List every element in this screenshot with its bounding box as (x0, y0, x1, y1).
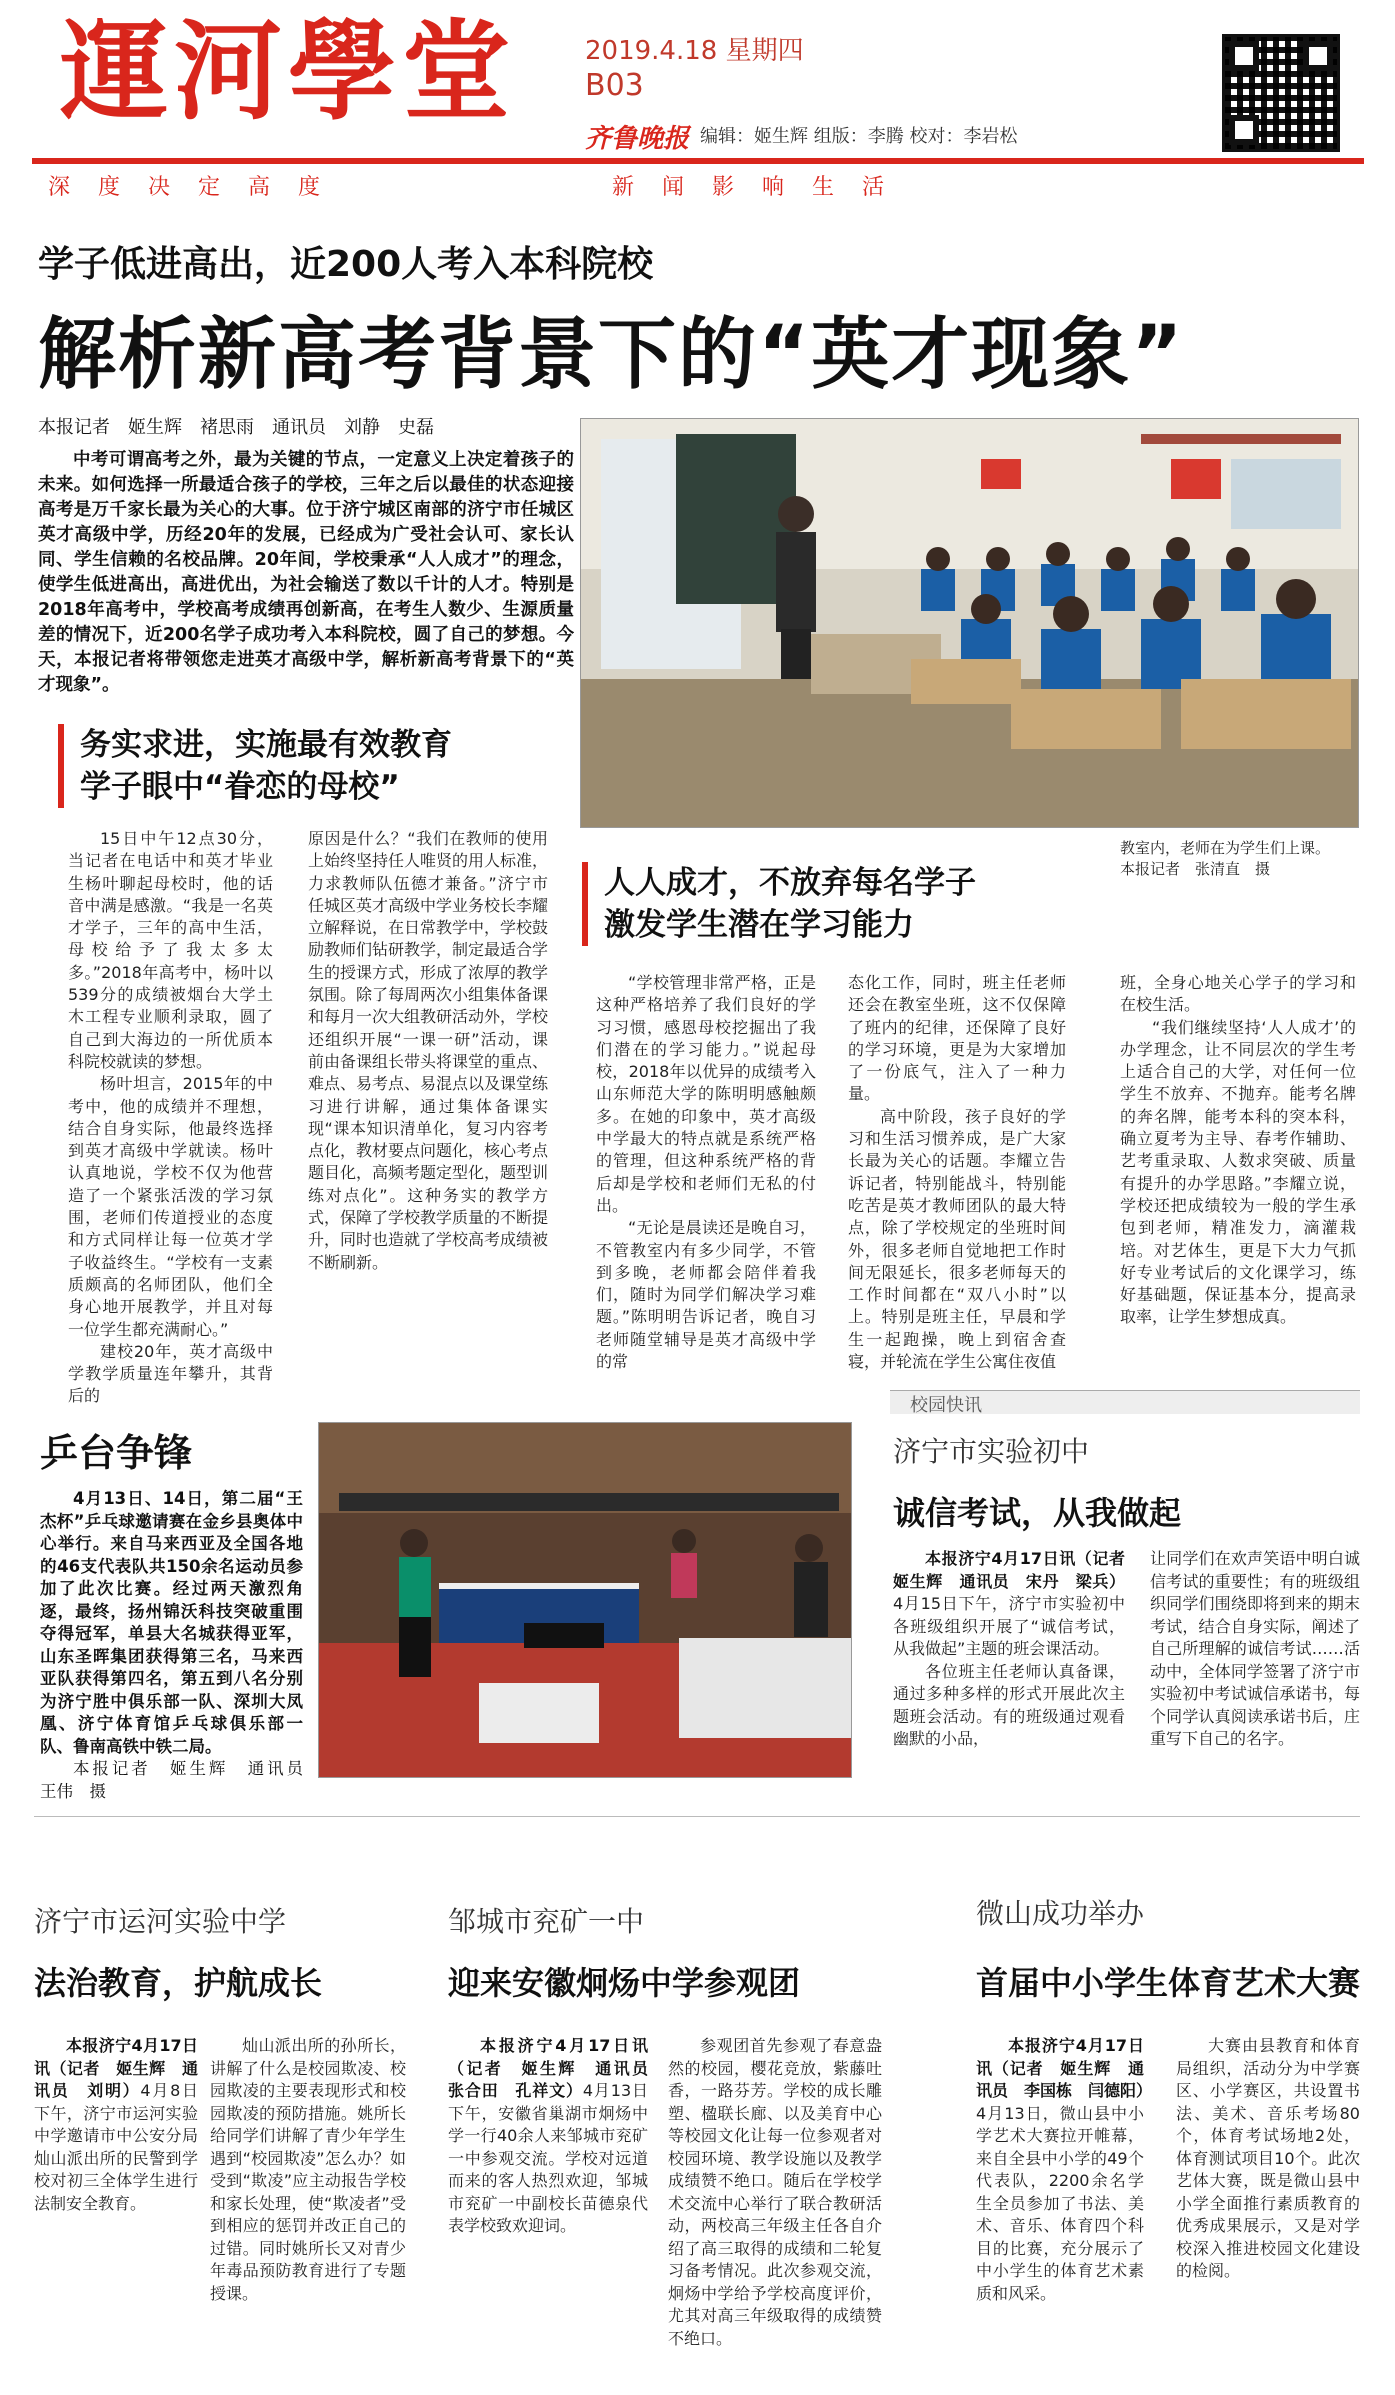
paragraph: 4月13日，微山县中小学艺术大赛拉开帷幕，来自全县中小学的49个代表队，2200余名学生全员参加了书法、美术、音乐、体育四个科目的比赛，充分展示了中小学生的体育艺术素质和风采。 (976, 2103, 1144, 2303)
classroom-photo (580, 418, 1359, 828)
body-column-1 (68, 828, 273, 1408)
paragraph: 态化工作，同时，班主任老师还会在教室坐班，这不仅保障了班内的纪律，还保障了良好的学习环境，更是为大家增加了一份底气，注入了一种力量。 (848, 973, 1066, 1104)
brief-1-org: 济宁市实验初中 (893, 1435, 1090, 1468)
paragraph: 高中阶段，孩子良好的学习和生活习惯养成，是广大家长最为关心的话题。李耀立告诉记者，特别能战斗，特别能吃苦是英才教师团队的最大特点，除了学校规定的坐班时间外，很多老师自觉地把工作时间无限延长，很多老师每天的工作时间都在“双八小时”以上。特别是班主任，早晨和学生一起跑操，晚上到宿舍查寝，并轮流在学生公寓住夜值 (848, 1106, 1066, 1372)
paragraph: “学校管理非常严格，正是这种严格培养了我们良好的学习习惯，感恩母校挖掘出了我们潜在的学习能力。”说起母校，2018年以优异的成绩考入山东师范大学的陈明明感触颇多。在她的印象中，英才高级中学最大的特点就是系统严格的管理，但这种系统严格的背后却是学校和老师们无私的付出。 (596, 973, 816, 1215)
paragraph: “无论是晨读还是晚自习，不管教室内有多少同学，不管到多晚，老师都会陪伴着我们，随时为同学们解决学习难题。”陈明明告诉记者，晚自习老师随堂辅导是英才高级中学的常 (596, 1218, 816, 1372)
paragraph: 4月8日下午，济宁市运河实验中学邀请市中公安分局灿山派出所的民警到学校对初三全体学生进行法制安全教育。 (34, 2081, 198, 2213)
paragraph: 让同学们在欢声笑语中明白诚信考试的重要性；有的班级组织同学们围绕即将到来的期末考试，结合自身实际，阐述了自己所理解的诚信考试……活动中，全体同学签署了济宁市实验初中考试诚信承诺书，每个同学认真阅读承诺书后，庄重写下自己的名字。 (1150, 1549, 1360, 1748)
paragraph: 4月13日、14日，第二届“王杰杯”乒乓球邀请赛在金乡县奥体中心举行。来自马来西亚及全国各地的46支代表队共150余名运动员参加了此次比赛。经过两天激烈角逐，最终，扬州锦沃科技突破重围夺得冠军，单县大名城获得亚军，山东圣晖集团获得第三名，马来西亚队获得第四名，第五到八名分别为济宁胜中俱乐部一队、深圳大凤凰、济宁体育馆乒乓球俱乐部一队、鲁南高铁中铁二局。 (40, 1489, 303, 1756)
subhead-1-line1: 务实求进，实施最有效教育 (80, 727, 452, 763)
subhead-1-line2: 学子眼中“眷恋的母校” (80, 769, 400, 805)
masthead-divider (32, 158, 1364, 164)
brief-4-body-col2 (1176, 2035, 1360, 2283)
brief-4-org: 微山成功举办 (976, 1897, 1145, 1930)
paragraph: 4月15日下午，济宁市实验初中各班级组织开展了“诚信考试，从我做起”主题的班会课活动。 (893, 1594, 1125, 1658)
paragraph: 4月13日下午，安徽省巢湖市炯炀中学一行40余人来邹城市兖矿一中参观交流。学校对远道而来的客人热烈欢迎，邹城市兖矿一中副校长苗德泉代表学校致欢迎词。 (448, 2081, 648, 2235)
dateline: 本报济宁4月17日讯（记者 姬生辉 通讯员 宋丹 梁兵） (893, 1549, 1142, 1591)
story-byline: 本报记者 姬生辉 褚思雨 通讯员 刘静 史磊 (38, 417, 434, 438)
paragraph: 大赛由县教育和体育局组织，活动分为中学赛区、小学赛区，共设置书法、美术、音乐考场80个，体育考试场地2处，体育测试项目10个。此次艺体大赛，既是微山县中小学全面推行素质教育的优秀成果展示，又是对学校深入推进校园文化建设的检阅。 (1176, 2036, 1360, 2280)
brief-2-body (34, 2035, 198, 2215)
story-kicker: 学子低进高出，近200人考入本科院校 (38, 244, 654, 285)
brief-3-body (448, 2035, 665, 2238)
brief-1-title: 诚信考试，从我做起 (893, 1494, 1182, 1532)
masthead-title: 運河學堂 (60, 9, 517, 135)
issue-date: 2019.4.18 星期四 (585, 36, 804, 66)
dateline: 本报济宁4月17日讯（记者 姬生辉 通讯员 张合田 孔祥文） (448, 2036, 665, 2100)
body-column-4 (848, 972, 1066, 1373)
campus-news-label: 校园快讯 (910, 1395, 982, 1416)
brief-2-title: 法治教育，护航成长 (34, 1964, 323, 2002)
brief-4-title: 首届中小学生体育艺术大赛 (976, 1964, 1361, 2002)
brief-1-body (893, 1548, 1142, 1751)
dateline: 本报济宁4月17日讯（记者 姬生辉 通讯员 刘明） (34, 2036, 198, 2100)
paragraph: 班，全身心地关心学子的学习和在校生活。 (1120, 973, 1356, 1015)
pingpong-photo (318, 1422, 852, 1778)
body-column-5 (1120, 972, 1356, 1329)
story-lead: 中考可谓高考之外，最为关键的节点，一定意义上决定着孩子的未来。如何选择一所最适合孩子的学校，三年之后以最佳的状态迎接高考是万千家长最为关心的大事。位于济宁城区南部的济宁市任城区英才高级中学，历经20年的发展，已经成为广受社会认可、家长认同、学生信赖的名校品牌。20年间，学校秉承“人人成才”的理念，使学生低进高出，高进优出，为社会输送了数以千计的人才。特别是2018年高考中，学校高考成绩再创新高，在考生人数少、生源质量差的情况下，近200名学子成功考入本科院校，圆了自己的梦想。今天，本报记者将带领您走进英才高级中学，解析新高考背景下的“英才现象”。 (38, 450, 574, 695)
brief-1-body-col2 (1150, 1548, 1360, 1751)
subhead-2-line1: 人人成才，不放弃每名学子 (604, 865, 976, 901)
slogan-left: 深度决定高度 (48, 175, 349, 200)
editor-credits: 编辑：姬生辉 组版：李腾 校对：李岩松 (700, 126, 1018, 147)
body-column-3 (596, 972, 816, 1373)
pingpong-title: 乒台争锋 (40, 1431, 193, 1475)
brief-2-body-col2 (210, 2035, 406, 2305)
paragraph: 各位班主任老师认真备课，通过多种多样的形式开展此次主题班会活动。有的班级通过观看幽默的小品， (893, 1661, 1125, 1748)
page-number: B03 (585, 68, 644, 103)
brief-3-org: 邹城市兖矿一中 (448, 1905, 645, 1938)
paragraph: 灿山派出所的孙所长，讲解了什么是校园欺凌、校园欺凌的主要表现形式和校园欺凌的预防措施。姚所长给同学们讲解了青少年学生遇到“校园欺凌”怎么办？如受到“欺凌”应主动报告学校和家长处理，使“欺凌者”受到相应的惩罚并改正自己的过错。同时姚所长又对青少年毒品预防教育进行了专题授课。 (210, 2036, 406, 2303)
paragraph: 建校20年，英才高级中学教学质量连年攀升，其背后的 (68, 1341, 273, 1406)
subhead-2 (582, 862, 1002, 946)
slogan-right: 新闻影响生活 (612, 175, 913, 200)
story-headline: 解析新高考背景下的“英才现象” (38, 310, 1185, 400)
paragraph: 原因是什么？“我们在教师的使用上始终坚持任人唯贤的用人标准，力求教师队伍德才兼备。”济宁市任城区英才高级中学业务校长李耀立解释说，在日常教学中，学校鼓励教师们钻研教学，制定最适合学生的授课方式，形成了浓厚的教学氛围。除了每周两次小组集体备课和每月一次大组教研活动外，学校还组织开展“一课一研”活动，课前由备课组长带头将课堂的重点、难点、易考点、易混点以及课堂练习进行讲解，通过集体备课实现“课本知识清单化，复习内容考点化，教材要点问题化，核心考点题目化，高频考题定型化，题型训练对点化”。这种务实的教学方式，保障了学校教学质量的不断提升，同时也造就了学校高考成绩被不断刷新。 (308, 829, 549, 1272)
body-column-2 (308, 828, 548, 1274)
paragraph: 15日中午12点30分，当记者在电话中和英才毕业生杨叶聊起母校时，他的话音中满是感激。“我是一名英才学子，三年的高中生活，母校给予了我太多太多。”2018年高考中，杨叶以539分的成绩被烟台大学土木工程专业顺利录取，圆了自己到大海边的一所优质本科院校就读的梦想。 (68, 829, 273, 1071)
campus-news-bar (890, 1390, 1360, 1414)
brief-3-title: 迎来安徽炯炀中学参观团 (448, 1964, 801, 2002)
brief-4-body (976, 2035, 1153, 2305)
qr-code-icon (1222, 34, 1340, 152)
photo-credit: 本报记者 张清直 摄 (1120, 860, 1271, 878)
paragraph: “我们继续坚持‘人人成才’的办学理念，让不同层次的学生考上适合自己的大学，对任何一位学生不放弃、不抛弃。能考名牌的奔名牌，能考本科的突本科，确立夏考为主导、春考作辅助、艺考重录取、人数求突破、质量有提升的办学思路。”李耀立说，学校还把成绩较为一般的学生承包到老师，精准发力，滴灌栽培。对艺体生，更是下大力气抓好专业考试后的文化课学习，练好基础题，保证基本分，提高录取率，让学生梦想成真。 (1120, 1017, 1356, 1327)
photo-caption: 教室内，老师在为学生们上课。 (1120, 839, 1331, 857)
dateline: 本报济宁4月17日讯（记者 姬生辉 通讯员 李国栋 闫德阳） (976, 2036, 1153, 2100)
brief-2-org: 济宁市运河实验中学 (34, 1905, 287, 1938)
paragraph: 杨叶坦言，2015年的中考中，他的成绩并不理想，结合自身实际，他最终选择到英才高级中学就读。杨叶认真地说，学校不仅为他营造了一个紧张活泼的学习氛围，老师们传道授业的态度和方式同样让每一位英才学子收益终生。“学校有一支素质颇高的名师团队，他们全身心地开展教学，并且对每一位学生都充满耐心。” (68, 1074, 273, 1339)
paragraph: 参观团首先参观了春意盎然的校园，樱花竞放，紫藤吐香，一路芬芳。学校的成长雕塑、楹联长廊、以及美育中心等校园文化让每一位参观者对校园环境、教学设施以及教学成绩赞不绝口。随后在学校学术交流中心举行了联合教研活动，两校高三年级主任各自介绍了高三取得的成绩和二轮复习备考情况。此次参观交流，炯炀中学给予学校高度评价，尤其对高三年级取得的成绩赞不绝口。 (668, 2036, 882, 2348)
brief-3-body-col2 (668, 2035, 882, 2350)
photo-credit: 本报记者 姬生辉 通讯员 王伟 摄 (40, 1759, 320, 1801)
subhead-1 (58, 724, 488, 808)
pingpong-text (40, 1488, 320, 1803)
divider (34, 1816, 1360, 1817)
newspaper-logo: 齐鲁晚报 (585, 124, 690, 154)
subhead-2-line2: 激发学生潜在学习能力 (604, 907, 914, 943)
